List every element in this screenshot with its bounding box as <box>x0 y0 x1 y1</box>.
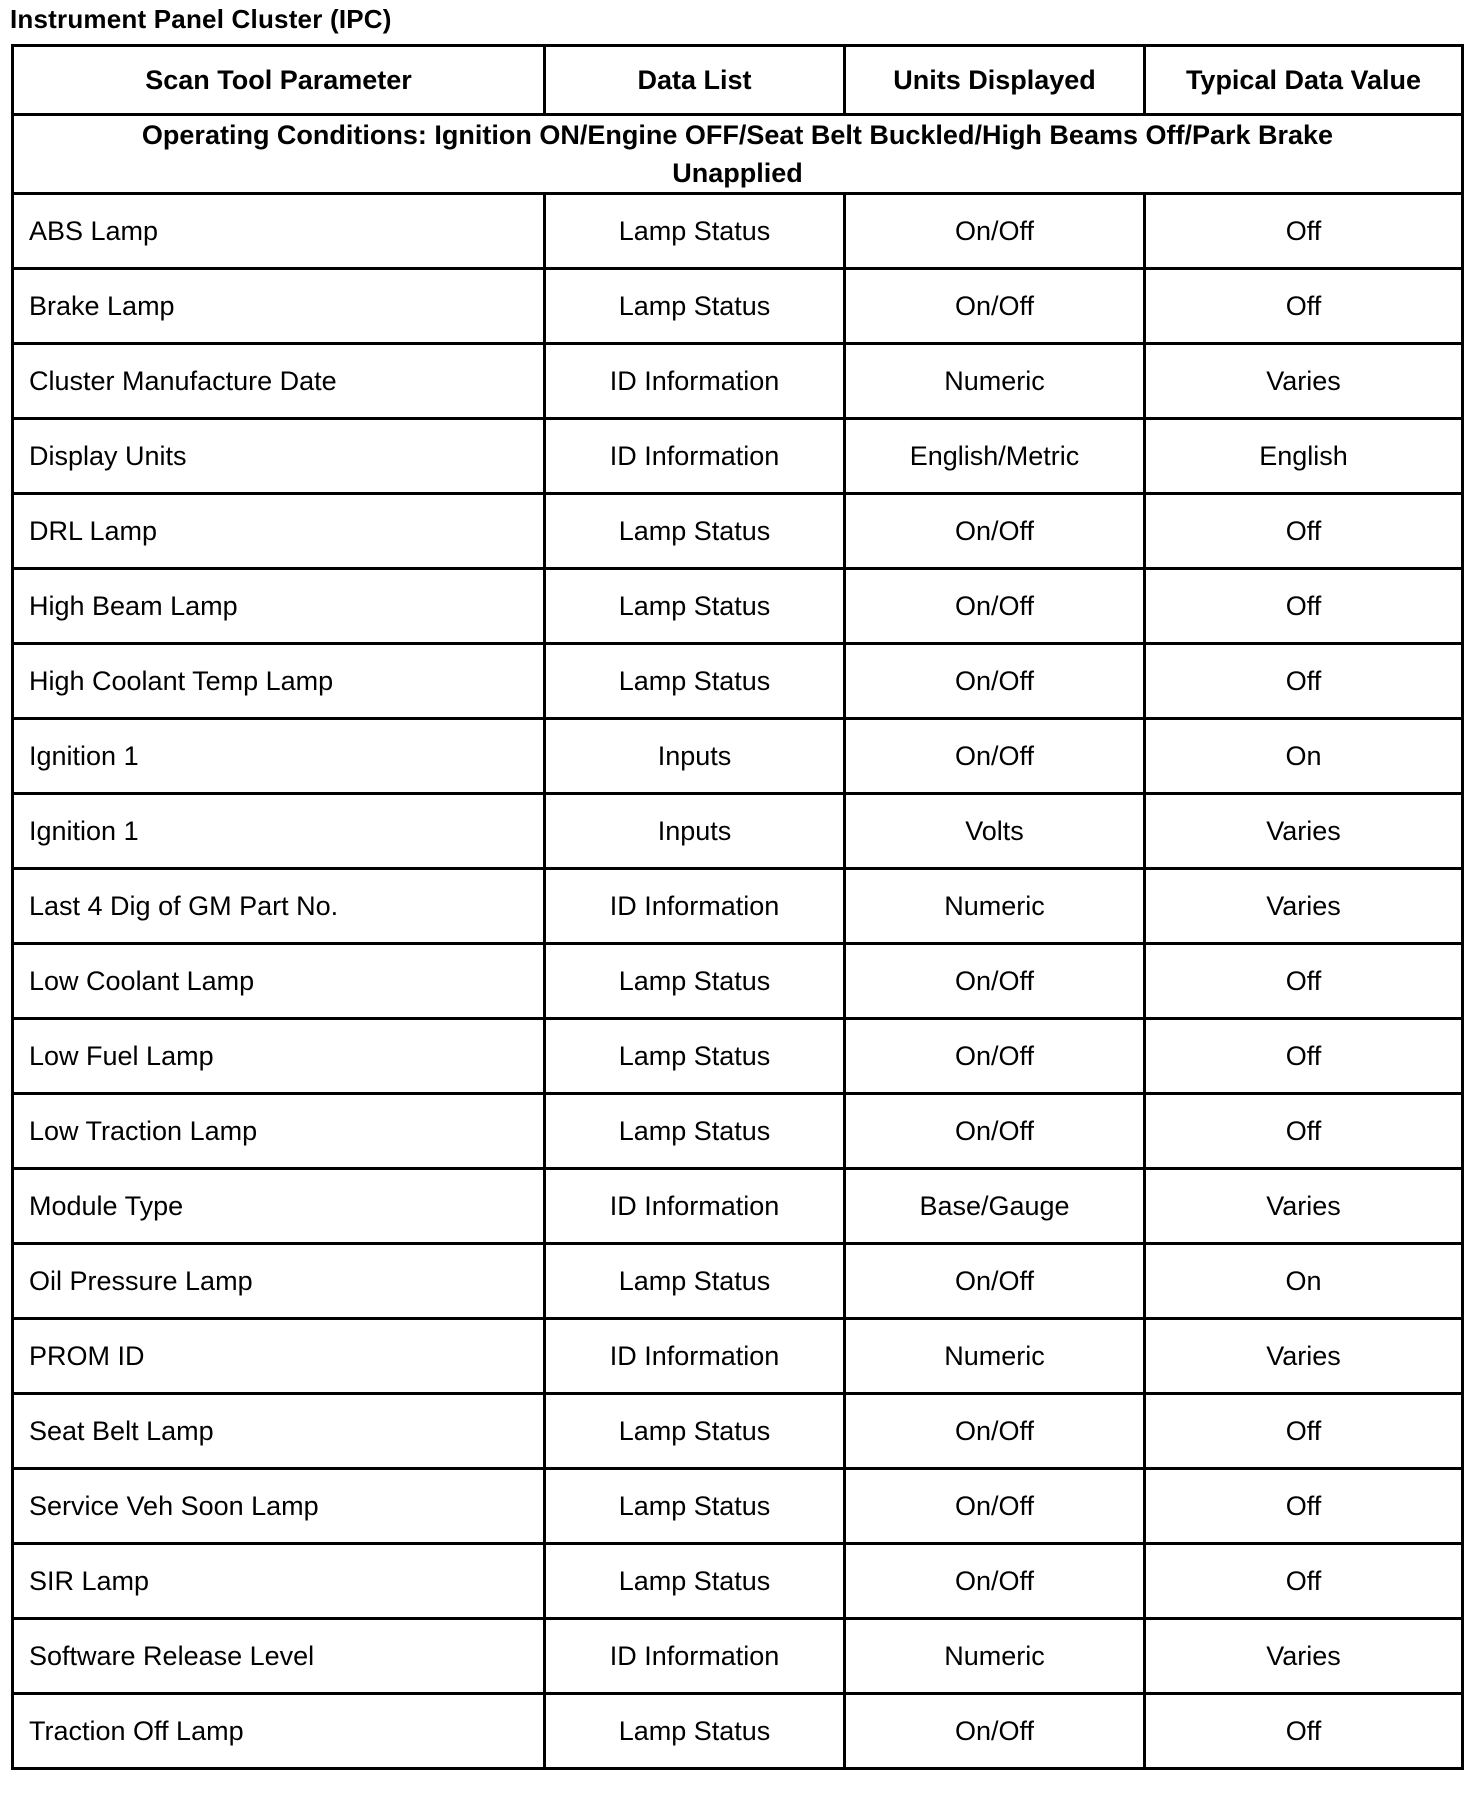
cell-units-displayed: On/Off <box>845 194 1145 269</box>
cell-units-displayed: On/Off <box>845 1694 1145 1769</box>
cell-scan-tool-parameter: High Beam Lamp <box>13 569 545 644</box>
cell-scan-tool-parameter: PROM ID <box>13 1319 545 1394</box>
cell-typical-data-value: On <box>1145 719 1463 794</box>
cell-units-displayed: On/Off <box>845 719 1145 794</box>
cell-typical-data-value: Off <box>1145 569 1463 644</box>
cell-data-list: Inputs <box>545 794 845 869</box>
cell-scan-tool-parameter: ABS Lamp <box>13 194 545 269</box>
cell-typical-data-value: Varies <box>1145 1319 1463 1394</box>
column-header-data-list: Data List <box>545 46 845 115</box>
cell-units-displayed: On/Off <box>845 944 1145 1019</box>
table-row <box>13 1319 1463 1394</box>
cell-data-list: Lamp Status <box>545 1244 845 1319</box>
cell-typical-data-value: Off <box>1145 1394 1463 1469</box>
table-row <box>13 1169 1463 1244</box>
operating-conditions: Operating Conditions: Ignition ON/Engine OFF/Seat Belt Buckled/High Beams Off/Park Brake Unapplied <box>13 115 1463 194</box>
cell-scan-tool-parameter: Cluster Manufacture Date <box>13 344 545 419</box>
cell-data-list: Lamp Status <box>545 569 845 644</box>
table-row <box>13 1394 1463 1469</box>
table-row <box>13 194 1463 269</box>
cell-units-displayed: English/Metric <box>845 419 1145 494</box>
cell-scan-tool-parameter: Last 4 Dig of GM Part No. <box>13 869 545 944</box>
cell-units-displayed: On/Off <box>845 1544 1145 1619</box>
table-row <box>13 1619 1463 1694</box>
table-row <box>13 1019 1463 1094</box>
cell-scan-tool-parameter: Low Traction Lamp <box>13 1094 545 1169</box>
cell-typical-data-value: Off <box>1145 1094 1463 1169</box>
cell-typical-data-value: Varies <box>1145 1619 1463 1694</box>
cell-typical-data-value: Varies <box>1145 1169 1463 1244</box>
cell-data-list: Inputs <box>545 719 845 794</box>
cell-units-displayed: On/Off <box>845 1094 1145 1169</box>
cell-data-list: Lamp Status <box>545 1544 845 1619</box>
data-table <box>11 44 1464 1770</box>
cell-data-list: Lamp Status <box>545 1469 845 1544</box>
cell-scan-tool-parameter: Brake Lamp <box>13 269 545 344</box>
cell-typical-data-value: Varies <box>1145 344 1463 419</box>
table-row <box>13 494 1463 569</box>
operating-conditions-row <box>13 115 1463 194</box>
table-row <box>13 569 1463 644</box>
table-row <box>13 269 1463 344</box>
table-row <box>13 644 1463 719</box>
cell-data-list: ID Information <box>545 1619 845 1694</box>
cell-scan-tool-parameter: Module Type <box>13 1169 545 1244</box>
table-row <box>13 344 1463 419</box>
cell-data-list: ID Information <box>545 419 845 494</box>
cell-units-displayed: Numeric <box>845 1319 1145 1394</box>
cell-data-list: Lamp Status <box>545 194 845 269</box>
cell-scan-tool-parameter: Ignition 1 <box>13 794 545 869</box>
table-row <box>13 944 1463 1019</box>
cell-typical-data-value: Off <box>1145 1544 1463 1619</box>
column-header-typical-data-value: Typical Data Value <box>1145 46 1463 115</box>
cell-data-list: Lamp Status <box>545 1019 845 1094</box>
cell-units-displayed: Volts <box>845 794 1145 869</box>
cell-units-displayed: Numeric <box>845 869 1145 944</box>
column-header-units-displayed: Units Displayed <box>845 46 1145 115</box>
table-row <box>13 794 1463 869</box>
cell-typical-data-value: Off <box>1145 644 1463 719</box>
cell-units-displayed: Numeric <box>845 1619 1145 1694</box>
cell-scan-tool-parameter: Software Release Level <box>13 1619 545 1694</box>
cell-data-list: Lamp Status <box>545 1094 845 1169</box>
table-row <box>13 1094 1463 1169</box>
cell-scan-tool-parameter: DRL Lamp <box>13 494 545 569</box>
cell-typical-data-value: English <box>1145 419 1463 494</box>
cell-units-displayed: On/Off <box>845 569 1145 644</box>
cell-units-displayed: On/Off <box>845 494 1145 569</box>
cell-data-list: Lamp Status <box>545 944 845 1019</box>
table-row <box>13 719 1463 794</box>
cell-data-list: ID Information <box>545 869 845 944</box>
cell-scan-tool-parameter: SIR Lamp <box>13 1544 545 1619</box>
table-row <box>13 1469 1463 1544</box>
cell-typical-data-value: On <box>1145 1244 1463 1319</box>
cell-units-displayed: Base/Gauge <box>845 1169 1145 1244</box>
table-row <box>13 1244 1463 1319</box>
cell-units-displayed: Numeric <box>845 344 1145 419</box>
page-title: Instrument Panel Cluster (IPC) <box>10 4 392 34</box>
cell-typical-data-value: Off <box>1145 269 1463 344</box>
table-row <box>13 1694 1463 1769</box>
cell-scan-tool-parameter: High Coolant Temp Lamp <box>13 644 545 719</box>
cell-typical-data-value: Off <box>1145 1019 1463 1094</box>
table-body <box>13 115 1463 1769</box>
cell-scan-tool-parameter: Traction Off Lamp <box>13 1694 545 1769</box>
cell-units-displayed: On/Off <box>845 1244 1145 1319</box>
cell-scan-tool-parameter: Low Coolant Lamp <box>13 944 545 1019</box>
cell-scan-tool-parameter: Low Fuel Lamp <box>13 1019 545 1094</box>
cell-scan-tool-parameter: Display Units <box>13 419 545 494</box>
cell-data-list: Lamp Status <box>545 1694 845 1769</box>
cell-data-list: ID Information <box>545 344 845 419</box>
cell-typical-data-value: Varies <box>1145 869 1463 944</box>
cell-units-displayed: On/Off <box>845 1019 1145 1094</box>
cell-scan-tool-parameter: Ignition 1 <box>13 719 545 794</box>
cell-units-displayed: On/Off <box>845 1394 1145 1469</box>
cell-scan-tool-parameter: Service Veh Soon Lamp <box>13 1469 545 1544</box>
cell-typical-data-value: Off <box>1145 1694 1463 1769</box>
cell-data-list: Lamp Status <box>545 269 845 344</box>
cell-typical-data-value: Varies <box>1145 794 1463 869</box>
cell-typical-data-value: Off <box>1145 1469 1463 1544</box>
cell-data-list: Lamp Status <box>545 494 845 569</box>
column-header-scan-tool-parameter: Scan Tool Parameter <box>13 46 545 115</box>
header-row <box>13 46 1463 115</box>
cell-typical-data-value: Off <box>1145 194 1463 269</box>
cell-typical-data-value: Off <box>1145 494 1463 569</box>
cell-data-list: ID Information <box>545 1169 845 1244</box>
table-row <box>13 1544 1463 1619</box>
table-row <box>13 869 1463 944</box>
cell-data-list: Lamp Status <box>545 644 845 719</box>
cell-scan-tool-parameter: Oil Pressure Lamp <box>13 1244 545 1319</box>
cell-units-displayed: On/Off <box>845 644 1145 719</box>
cell-scan-tool-parameter: Seat Belt Lamp <box>13 1394 545 1469</box>
table-row <box>13 419 1463 494</box>
cell-data-list: Lamp Status <box>545 1394 845 1469</box>
cell-data-list: ID Information <box>545 1319 845 1394</box>
cell-units-displayed: On/Off <box>845 1469 1145 1544</box>
cell-typical-data-value: Off <box>1145 944 1463 1019</box>
cell-units-displayed: On/Off <box>845 269 1145 344</box>
